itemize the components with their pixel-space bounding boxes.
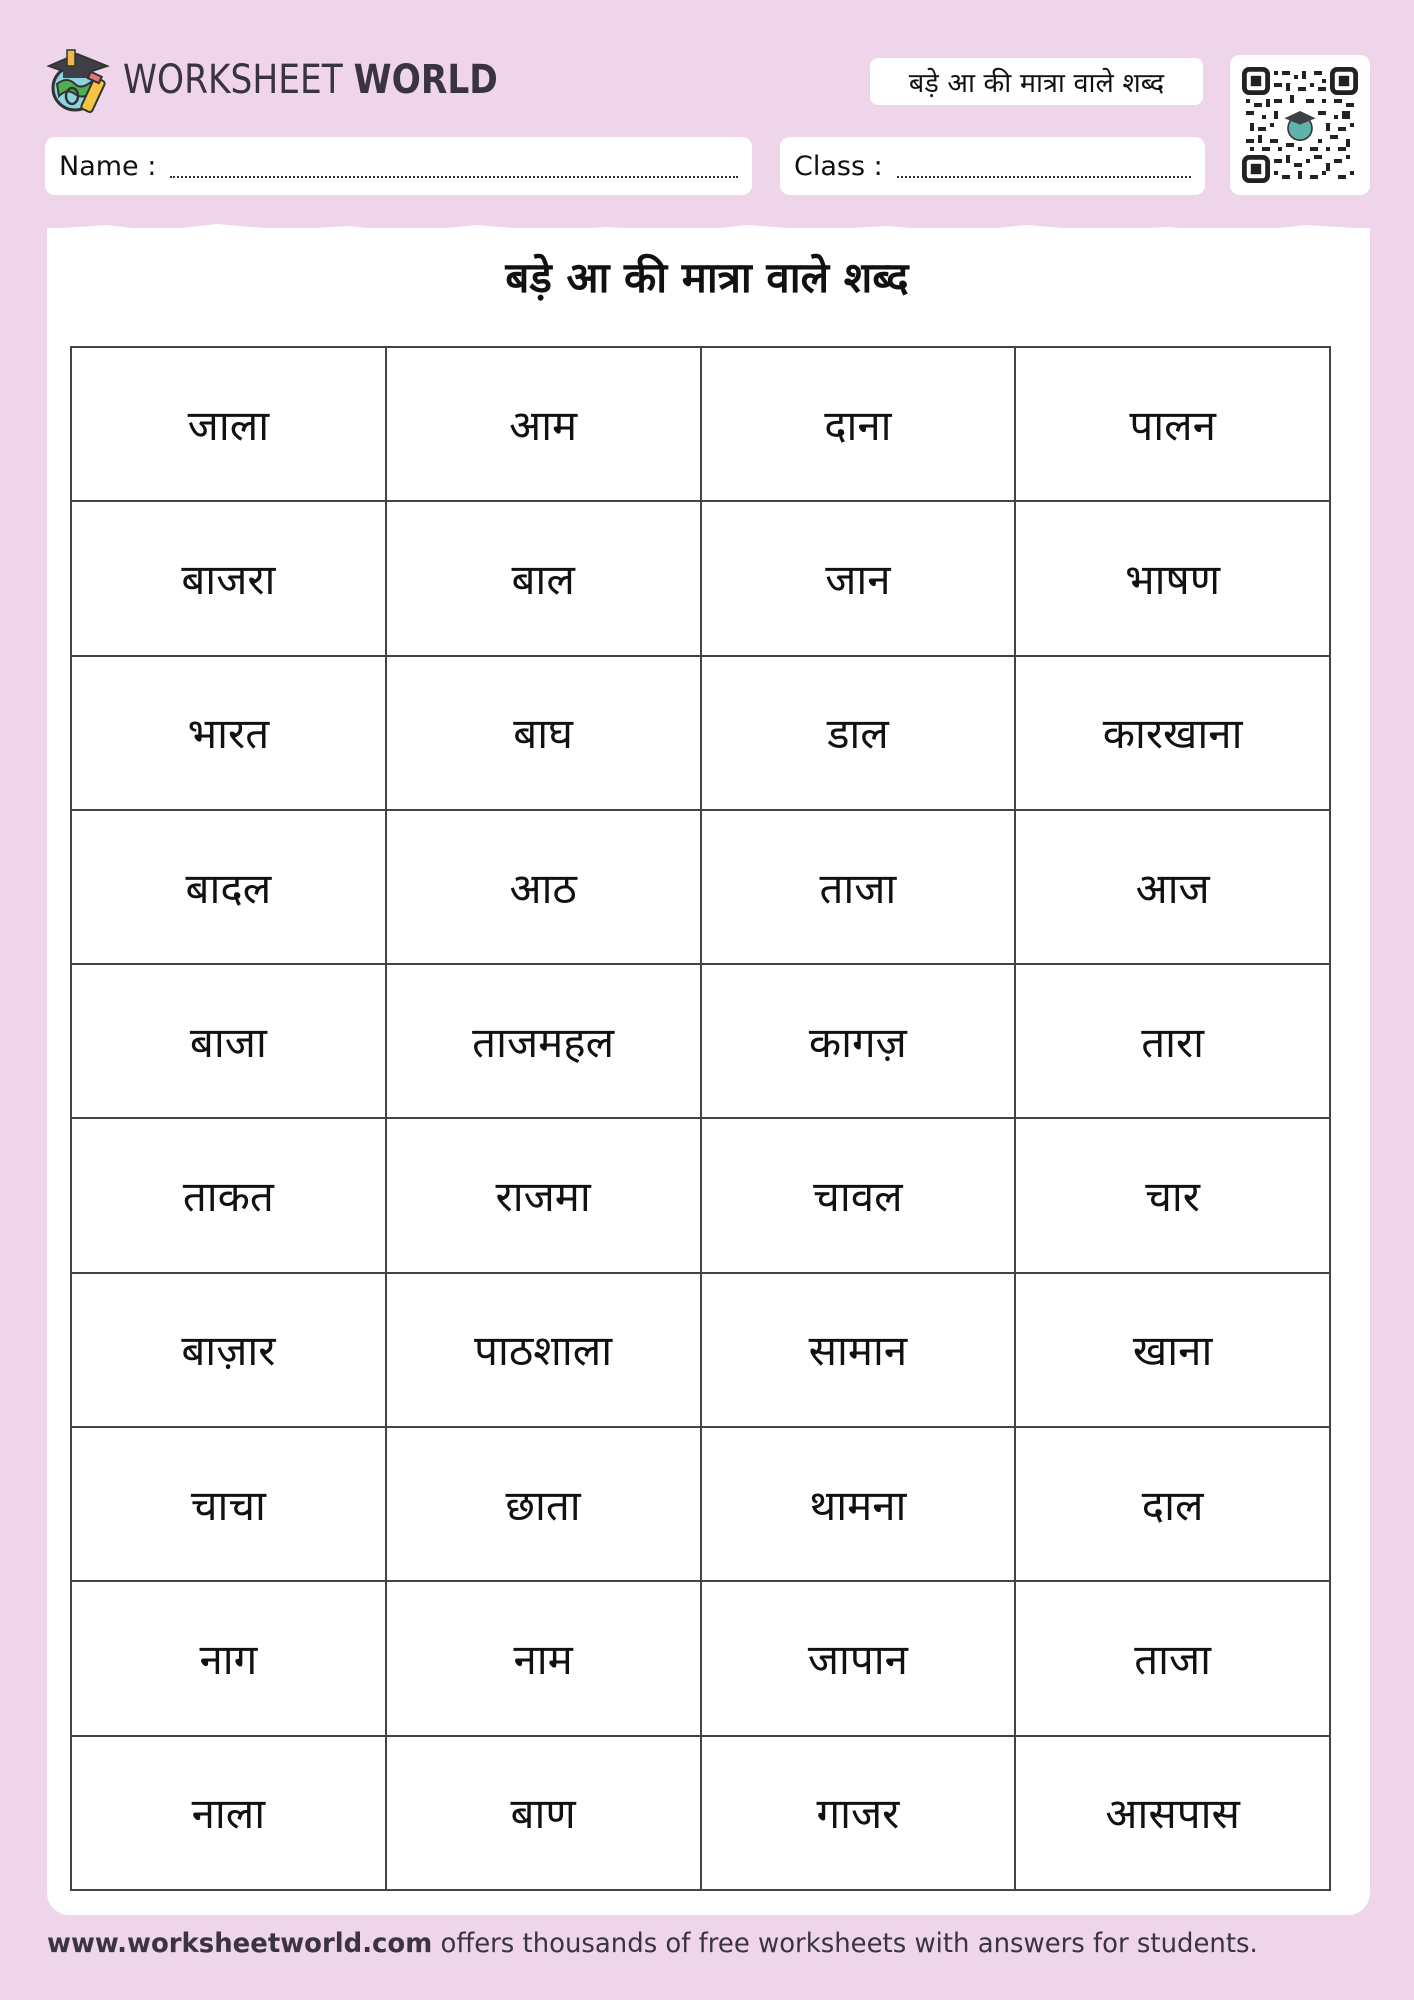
word-cell: बाजा bbox=[71, 964, 386, 1118]
word-cell: डाल bbox=[701, 656, 1016, 810]
word-cell: चार bbox=[1015, 1118, 1330, 1272]
word-cell: बाल bbox=[386, 501, 701, 655]
brand-name-bold: WORLD bbox=[353, 57, 498, 103]
word-cell: बाघ bbox=[386, 656, 701, 810]
word-cell: तारा bbox=[1015, 964, 1330, 1118]
word-cell: आठ bbox=[386, 810, 701, 964]
brand-logo bbox=[45, 44, 559, 116]
word-cell: ताजा bbox=[1015, 1581, 1330, 1735]
qr-pattern bbox=[1242, 67, 1358, 183]
word-cell: सामान bbox=[701, 1273, 1016, 1427]
footer-site-link[interactable]: www.worksheetworld.com bbox=[47, 1928, 433, 1959]
word-cell: जाला bbox=[71, 347, 386, 501]
table-row bbox=[71, 1427, 1330, 1581]
word-cell: आम bbox=[386, 347, 701, 501]
graduation-globe-pencil-icon bbox=[45, 44, 111, 116]
worksheet-topic-pill bbox=[870, 58, 1203, 105]
table-row bbox=[71, 1273, 1330, 1427]
word-cell: जापान bbox=[701, 1581, 1016, 1735]
word-cell: छाता bbox=[386, 1427, 701, 1581]
table-row bbox=[71, 810, 1330, 964]
table-row bbox=[71, 656, 1330, 810]
word-cell: थामना bbox=[701, 1427, 1016, 1581]
word-cell: दाल bbox=[1015, 1427, 1330, 1581]
word-cell: गाजर bbox=[701, 1736, 1016, 1890]
name-field[interactable] bbox=[45, 137, 752, 195]
name-input-line[interactable] bbox=[170, 176, 738, 178]
table-row bbox=[71, 964, 1330, 1118]
word-cell: कागज़ bbox=[701, 964, 1016, 1118]
word-cell: ताजा bbox=[701, 810, 1016, 964]
word-cell: बाण bbox=[386, 1736, 701, 1890]
topic-label: बड़े आ की मात्रा वाले शब्द bbox=[908, 68, 1165, 99]
word-cell: चावल bbox=[701, 1118, 1016, 1272]
table-row bbox=[71, 501, 1330, 655]
word-cell: नाम bbox=[386, 1581, 701, 1735]
word-cell: खाना bbox=[1015, 1273, 1330, 1427]
word-cell: भारत bbox=[71, 656, 386, 810]
table-row bbox=[71, 1118, 1330, 1272]
word-cell: दाना bbox=[701, 347, 1016, 501]
word-cell: बाज़ार bbox=[71, 1273, 386, 1427]
table-row bbox=[71, 1736, 1330, 1890]
word-cell: आज bbox=[1015, 810, 1330, 964]
word-cell: बाजरा bbox=[71, 501, 386, 655]
word-cell: पाठशाला bbox=[386, 1273, 701, 1427]
brand-name-light: WORKSHEET bbox=[123, 57, 354, 103]
footer-tagline: offers thousands of free worksheets with answers for students. bbox=[432, 1928, 1258, 1959]
worksheet-heading: बड़े आ की मात्रा वाले शब्द bbox=[505, 253, 909, 302]
word-cell: भाषण bbox=[1015, 501, 1330, 655]
word-cell: आसपास bbox=[1015, 1736, 1330, 1890]
word-cell: पालन bbox=[1015, 347, 1330, 501]
word-cell: जान bbox=[701, 501, 1016, 655]
table-row bbox=[71, 1581, 1330, 1735]
word-cell: ताजमहल bbox=[386, 964, 701, 1118]
word-table bbox=[70, 346, 1331, 1891]
qr-code-icon[interactable] bbox=[1230, 55, 1370, 195]
word-cell: राजमा bbox=[386, 1118, 701, 1272]
footer-text bbox=[47, 1928, 1333, 1959]
table-row bbox=[71, 347, 1330, 501]
class-label: Class : bbox=[794, 150, 883, 182]
word-cell: नाग bbox=[71, 1581, 386, 1735]
name-label: Name : bbox=[59, 150, 157, 182]
word-cell: ताकत bbox=[71, 1118, 386, 1272]
word-cell: नाला bbox=[71, 1736, 386, 1890]
word-cell: बादल bbox=[71, 810, 386, 964]
class-field[interactable] bbox=[780, 137, 1205, 195]
word-cell: चाचा bbox=[71, 1427, 386, 1581]
word-cell: कारखाना bbox=[1015, 656, 1330, 810]
brand-name bbox=[123, 57, 498, 103]
class-input-line[interactable] bbox=[897, 176, 1191, 178]
